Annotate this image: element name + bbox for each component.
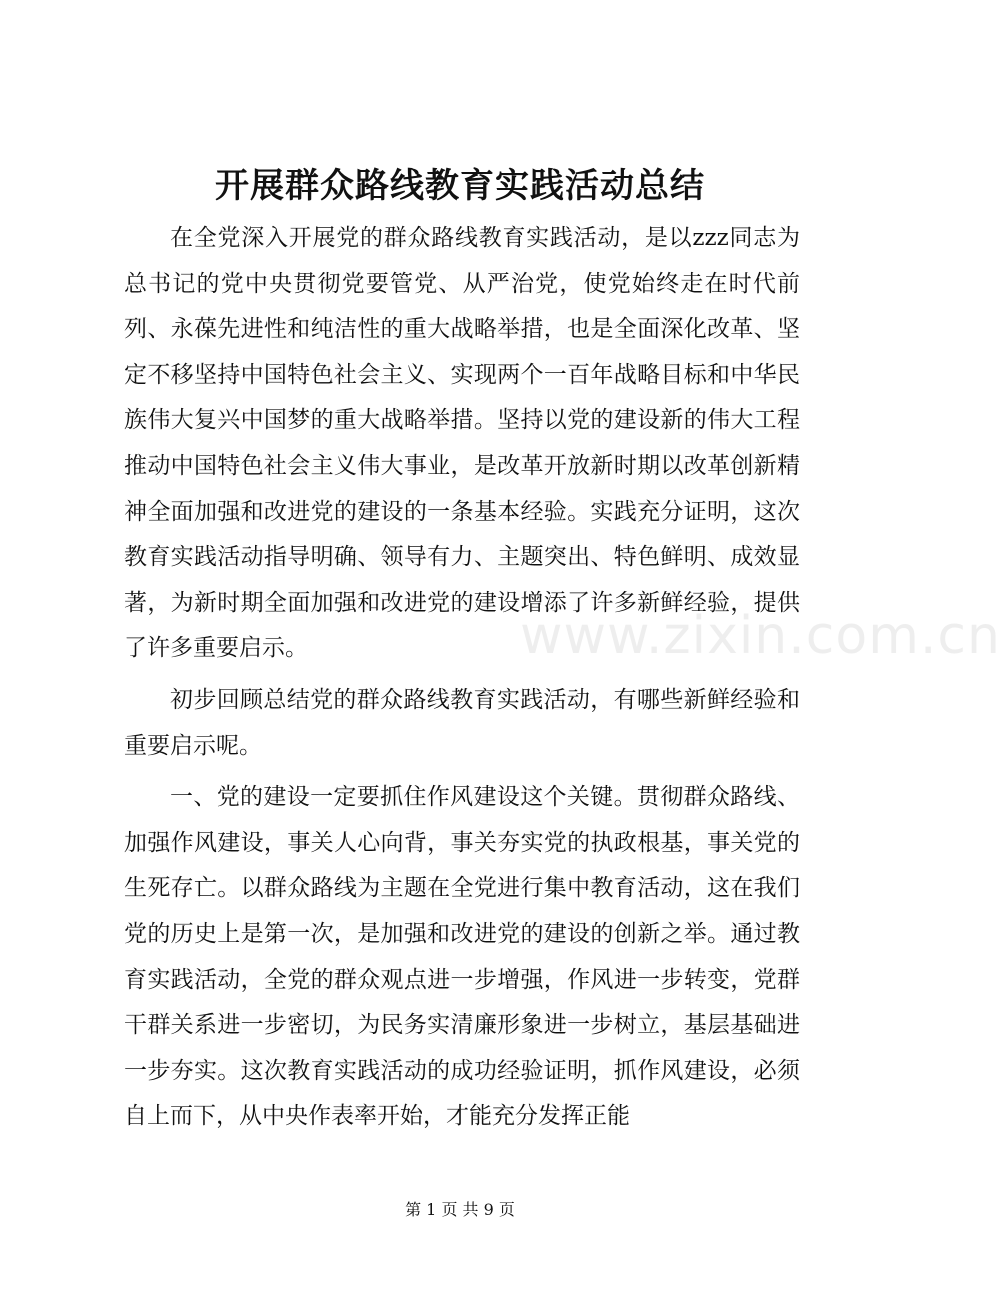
paragraph-question: 初步回顾总结党的群众路线教育实践活动，有哪些新鲜经验和重要启示呢。 <box>124 686 800 759</box>
page-number-footer: 第 1 页 共 9 页 <box>405 1200 515 1219</box>
document-body <box>124 216 800 1146</box>
paragraph-intro: 在全党深入开展党的群众路线教育实践活动，是以zzz同志为总书记的党中央贯彻党要管党、从严治党，使党始终走在时代前列、永葆先进性和纯洁性的重大战略举措，也是全面深化改革、坚定不移坚持中国特色社会主义、实现两个一百年战略目标和中华民族伟大复兴中国梦的重大战略举措。坚持以党的建设新的伟大工程推动中国特色社会主义伟大事业，是改革开放新时期以改革创新精神全面加强和改进党的建设的一条基本经验。实践充分证明，这次教育实践活动指导明确、领导有力、主题突出、特色鲜明、成效显著，为新时期全面加强和改进党的建设增添了许多新鲜经验，提供了许多重要启示。 <box>124 225 800 662</box>
watermark-text: www.zixin.com.cn <box>520 606 1001 666</box>
document-title: 开展群众路线教育实践活动总结 <box>215 166 705 206</box>
paragraph-section-one: 一、党的建设一定要抓住作风建设这个关键。贯彻群众路线、加强作风建设，事关人心向背，事关夯实党的执政根基，事关党的生死存亡。以群众路线为主题在全党进行集中教育活动，这在我们党的历史上是第一次，是加强和改进党的建设的创新之举。通过教育实践活动，全党的群众观点进一步增强，作风进一步转变，党群干群关系进一步密切，为民务实清廉形象进一步树立，基层基础进一步夯实。这次教育实践活动的成功经验证明，抓作风建设，必须自上而下，从中央作表率开始，才能充分发挥正能 <box>124 784 800 1130</box>
